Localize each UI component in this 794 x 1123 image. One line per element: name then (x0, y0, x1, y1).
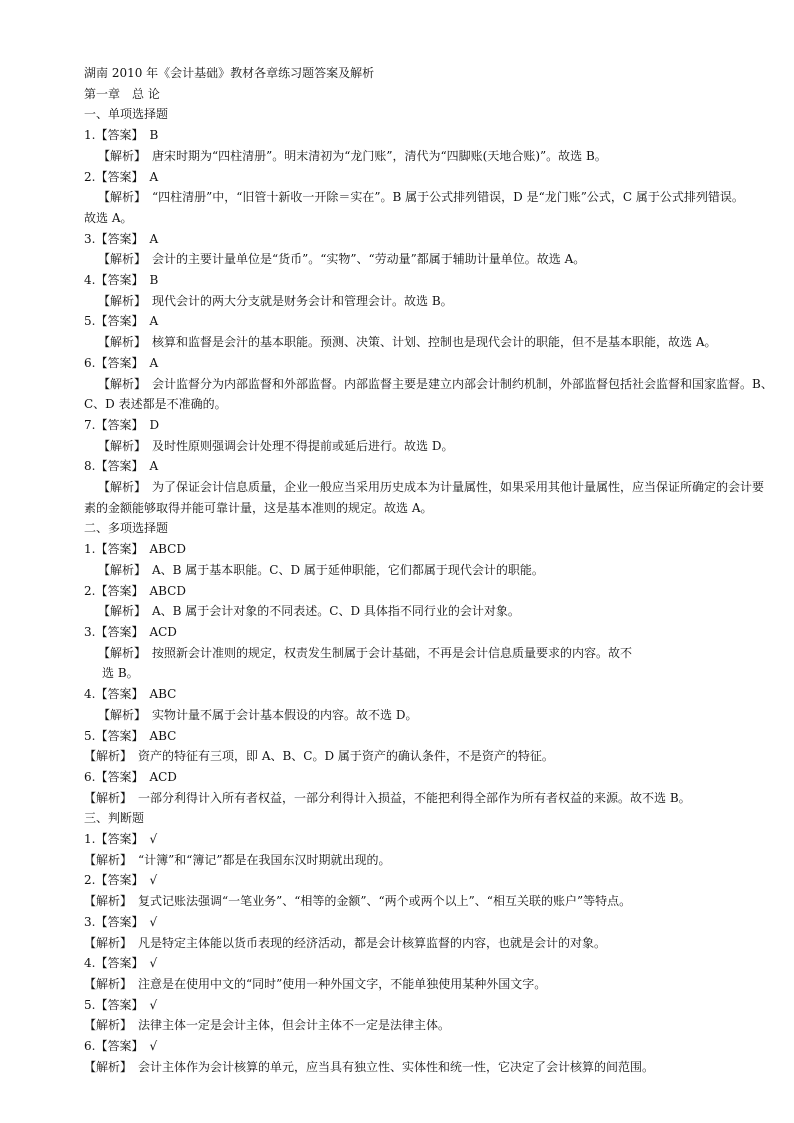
answer-line (84, 456, 780, 477)
answer-label: 【答案】 √ (95, 1039, 158, 1054)
explanation-line: 【解析】 实物计量不属于会计基本假设的内容。故不选 D。 (98, 707, 418, 722)
explanation-continuation: C、D 表述都是不准确的。 (84, 397, 227, 412)
explanation-line: 【解析】 复式记账法强调“一笔业务”、“相等的金额”、“两个或两个以上”、“相互关联的账户”等特点。 (84, 894, 632, 909)
explanation-line: 【解析】 核算和监督是会汁的基本职能。预测、决策、计划、控制也是现代会计的职能，但不是基本职能，故选 A。 (98, 335, 717, 350)
answer-label: 【答案】 √ (95, 956, 158, 971)
question-number: 4. (84, 687, 96, 702)
explanation-line: 【解析】 “四柱清册”中，“旧管十新收一开除＝实在”。B 属于公式排列错误，D 是“龙门账”公式，C 属于公式排列错误。 (98, 190, 744, 205)
explanation-line: 【解析】 会计的主要计量单位是“货币”。“实物”、“劳动量”都属于辅助计量单位。故选 A。 (98, 252, 586, 267)
answer-label: 【答案】 A (95, 314, 159, 329)
question-number: 5. (84, 728, 96, 743)
answer-label: 【答案】 ABCD (95, 583, 186, 598)
answer-line (84, 995, 780, 1016)
explanation-line: 【解析】 及时性原则强调会计处理不得提前或延后进行。故选 D。 (98, 438, 454, 453)
answer-line (84, 622, 780, 643)
explanation-line: 【解析】 资产的特征有三项，即 A、B、C。D 属于资产的确认条件，不是资产的特征。 (84, 749, 554, 764)
answer-line (84, 353, 780, 374)
question-number: 1. (84, 542, 96, 557)
answer-label: 【答案】 √ (95, 914, 158, 929)
question-number: 8. (84, 459, 96, 474)
question-number: 6. (84, 1039, 96, 1054)
question-number: 2. (84, 583, 96, 598)
explanation-line: 【解析】 按照新会计准则的规定，权责发生制属于会计基础，不再是会计信息质量要求的内容。故不 (98, 645, 633, 660)
answer-label: 【答案】 D (95, 417, 160, 432)
explanation-line: 【解析】 为了保证会计信息质量，企业一般应当采用历史成本为计量属性，如果采用其他计量属性，应当保证所确定的会计要 (98, 480, 765, 495)
section-heading: 一、单项选择题 (84, 107, 169, 122)
chapter-heading: 第一章 总 论 (84, 86, 160, 101)
explanation-continuation: 选 B。 (102, 666, 139, 681)
question-number: 3. (84, 624, 96, 639)
explanation-line: 【解析】 A、B 属于会计对象的不同表述。C、D 具体指不同行业的会计对象。 (98, 604, 520, 619)
answer-line (84, 581, 780, 602)
answer-line (84, 726, 780, 747)
answer-label: 【答案】 A (95, 169, 159, 184)
question-number: 3. (84, 914, 96, 929)
explanation-line: 【解析】 唐宋时期为“四柱清册”。明末清初为“龙门账”，清代为“四脚账(天地合账)”。故选 B。 (98, 148, 607, 163)
answer-label: 【答案】 √ (95, 873, 158, 888)
document-page (84, 63, 780, 1077)
question-number: 5. (84, 314, 96, 329)
question-number: 1. (84, 832, 96, 847)
answer-line (84, 953, 780, 974)
question-number: 5. (84, 997, 96, 1012)
answer-label: 【答案】 ABC (95, 687, 177, 702)
answer-line (84, 229, 780, 250)
answer-label: 【答案】 B (95, 273, 159, 288)
section-heading: 二、多项选择题 (84, 521, 169, 536)
answer-label: 【答案】 ABC (95, 728, 177, 743)
question-number: 7. (84, 417, 96, 432)
explanation-line: 【解析】 “计簿”和“簿记”都是在我国东汉时期就出现的。 (84, 852, 391, 867)
answer-line (84, 539, 780, 560)
answer-label: 【答案】 A (95, 355, 159, 370)
explanation-continuation: 故选 A。 (84, 210, 133, 225)
explanation-line: 【解析】 法律主体一定是会计主体，但会计主体不一定是法律主体。 (84, 1018, 451, 1033)
answer-label: 【答案】 B (95, 128, 159, 143)
explanation-line: 【解析】 一部分利得计入所有者权益，一部分利得计入损益，不能把利得全部作为所有者权益的来源。故不选 B。 (84, 790, 691, 805)
question-number: 2. (84, 169, 96, 184)
explanation-line: 【解析】 注意是在使用中文的“同时”使用一种外国文字，不能单独使用某种外国文字。 (84, 976, 547, 991)
question-number: 4. (84, 956, 96, 971)
section-heading: 三、判断题 (84, 811, 145, 826)
answer-line (84, 311, 780, 332)
answer-sections (84, 104, 780, 1077)
answer-line (84, 829, 780, 850)
explanation-line: 【解析】 会计主体作为会计核算的单元，应当具有独立性、实体性和统一性，它决定了会计核算的间范围。 (84, 1059, 655, 1074)
explanation-line: 【解析】 现代会计的两大分支就是财务会计和管理会计。故选 B。 (98, 293, 453, 308)
answer-line (84, 684, 780, 705)
answer-line (84, 167, 780, 188)
explanation-line: 【解析】 凡是特定主体能以货币表现的经济活动，都是会计核算监督的内容，也就是会计的对象。 (84, 935, 607, 950)
document-title: 湖南 2010 年《会计基础》教材各章练习题答案及解析 (84, 66, 375, 80)
answer-line (84, 870, 780, 891)
answer-line (84, 125, 780, 146)
answer-label: 【答案】 A (95, 459, 159, 474)
explanation-line: 【解析】 A、B 属于基本职能。C、D 属于延伸职能，它们都属于现代会计的职能。 (98, 562, 544, 577)
answer-label: 【答案】 ABCD (95, 542, 186, 557)
question-number: 2. (84, 873, 96, 888)
answer-label: 【答案】 √ (95, 997, 158, 1012)
question-number: 3. (84, 231, 96, 246)
question-number: 1. (84, 128, 96, 143)
answer-line (84, 415, 780, 436)
question-number: 4. (84, 273, 96, 288)
answer-line (84, 912, 780, 933)
explanation-continuation: 素的金额能够取得并能可靠计量，这是基本准则的规定。故选 A。 (84, 500, 433, 515)
answer-label: 【答案】 ACD (95, 624, 177, 639)
answer-label: 【答案】 √ (95, 832, 158, 847)
answer-label: 【答案】 A (95, 231, 159, 246)
answer-label: 【答案】 ACD (95, 769, 177, 784)
answer-line (84, 767, 780, 788)
answer-line (84, 1036, 780, 1057)
explanation-line: 【解析】 会计监督分为内部监督和外部监督。内部监督主要是建立内部会计制约机制，外部监督包括社会监督和国家监督。B、 (98, 376, 773, 391)
question-number: 6. (84, 769, 96, 784)
answer-line (84, 270, 780, 291)
question-number: 6. (84, 355, 96, 370)
